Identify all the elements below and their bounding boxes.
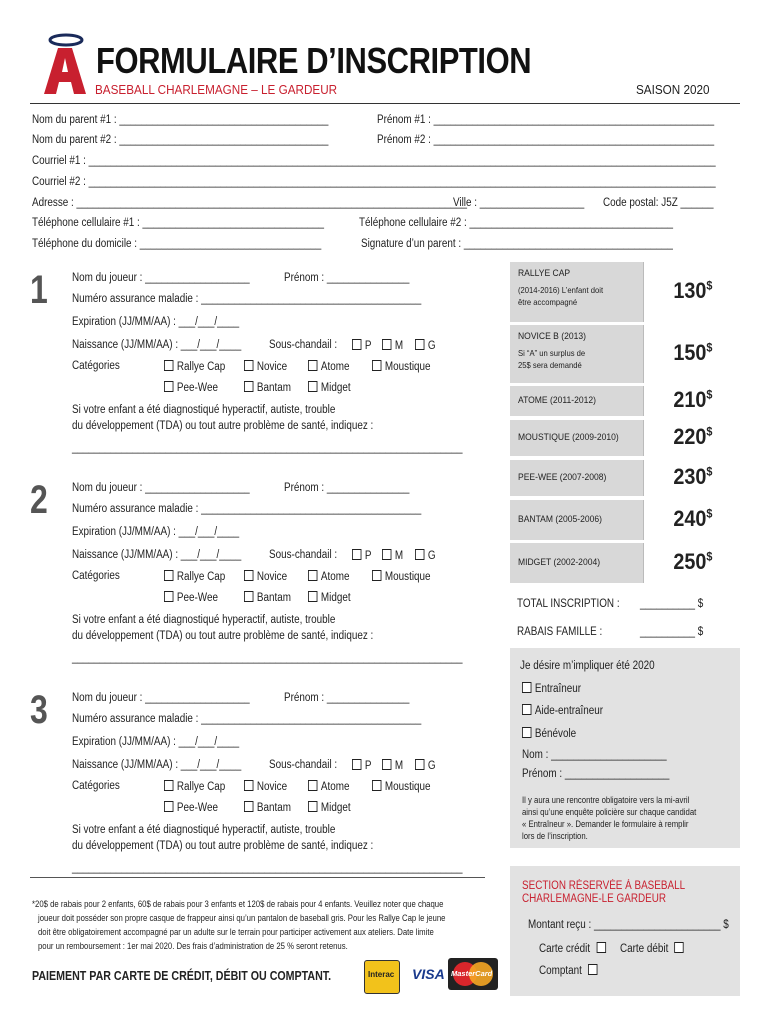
- player-name-field[interactable]: Nom du joueur : ___________________: [72, 692, 250, 704]
- price-amount: 210: [672, 387, 706, 412]
- checkbox[interactable]: [372, 360, 381, 371]
- checkbox[interactable]: [164, 780, 173, 791]
- option-label: Novice: [256, 361, 288, 373]
- parent2-firstname-field[interactable]: Prénom #2 : ___________________________________________________: [377, 134, 715, 146]
- parent1-firstname-field[interactable]: Prénom #1 : ___________________________________________________: [377, 114, 715, 126]
- shirt-size-g-option[interactable]: [415, 759, 436, 772]
- option-label: Aide-entraîneur: [534, 705, 604, 717]
- price-value: [673, 549, 712, 575]
- checkbox[interactable]: [415, 759, 424, 770]
- price-cell: [643, 420, 740, 456]
- option-label: Carte débit: [620, 943, 669, 955]
- health-answer-field[interactable]: _______________________________________________________________________: [72, 652, 463, 664]
- shirt-size-label: Sous-chandail :: [269, 759, 338, 771]
- office-credit-option[interactable]: [539, 942, 609, 955]
- price-cell: [643, 460, 740, 496]
- categories-label: Catégories: [72, 780, 120, 792]
- parent1-name-field[interactable]: Nom du parent #1 : ______________________________________: [32, 114, 329, 126]
- health-question: du développement (TDA) ou tout autre problème de santé, indiquez :: [72, 630, 374, 642]
- price-amount: 220: [672, 424, 706, 449]
- checkbox[interactable]: [308, 801, 317, 812]
- expiration-field[interactable]: Expiration (JJ/MM/AA) : ___/___/____: [72, 316, 240, 328]
- footnote-line: pour un remboursement : 1er mai 2020. Des frais d’administration de 25 % seront retenus.: [38, 941, 348, 951]
- checkbox[interactable]: [308, 591, 317, 602]
- price-value: [673, 506, 712, 532]
- visa-label: VISA: [412, 966, 445, 982]
- checkbox[interactable]: [164, 570, 173, 581]
- price-category-name: NOVICE B (2013): [518, 331, 586, 342]
- option-label: Midget: [320, 802, 351, 814]
- player-number: 2: [30, 478, 48, 522]
- price-value: [673, 387, 712, 413]
- volunteer-panel: [510, 648, 740, 848]
- checkbox[interactable]: [415, 549, 424, 560]
- parent-signature-field[interactable]: Signature d’un parent : ______________________________________: [361, 238, 673, 250]
- category-novice-option[interactable]: [244, 360, 287, 373]
- category-rallye-cap-option[interactable]: [164, 360, 225, 373]
- cell-phone2-field[interactable]: Téléphone cellulaire #2 : _____________________________________: [359, 217, 674, 229]
- price-row: [510, 460, 740, 496]
- category-midget-option[interactable]: [308, 381, 351, 394]
- price-cell: [643, 500, 740, 540]
- mastercard-logo: [448, 958, 498, 990]
- category-peewee-option[interactable]: [164, 591, 218, 604]
- price-value: [673, 424, 712, 450]
- price-row: [510, 420, 740, 456]
- price-row: [510, 543, 740, 583]
- option-label: Pee-Wee: [176, 592, 218, 604]
- price-row: [510, 262, 740, 322]
- price-currency: $: [705, 464, 712, 479]
- checkbox[interactable]: [244, 801, 253, 812]
- category-moustique-option[interactable]: [372, 570, 431, 583]
- interac-label: Interac: [368, 970, 395, 979]
- total-label: TOTAL INSCRIPTION :: [517, 598, 620, 610]
- option-label: G: [427, 760, 436, 772]
- footnote-line: *20$ de rabais pour 2 enfants, 60$ de rabais pour 3 enfants et 120$ de rabais pour 4 enfants. Veuillez noter que chaque: [32, 899, 444, 909]
- price-amount: 230: [672, 464, 706, 489]
- office-use-title: SECTION RÉSERVÉE À BASEBALL: [522, 880, 686, 892]
- checkbox[interactable]: [522, 727, 531, 738]
- option-label: Carte crédit: [539, 943, 591, 955]
- price-value: [673, 278, 712, 304]
- checkbox[interactable]: [352, 339, 361, 350]
- price-value: [673, 464, 712, 490]
- option-label: Bantam: [256, 802, 291, 814]
- health-question: du développement (TDA) ou tout autre problème de santé, indiquez :: [72, 420, 374, 432]
- checkbox[interactable]: [382, 549, 391, 560]
- price-category-note: 25$ sera demandé: [518, 360, 582, 370]
- player-firstname-field[interactable]: Prénom : _______________: [284, 272, 410, 284]
- volunteer-note: ainsi qu’une enquête policière sur chaque candidat: [522, 807, 697, 817]
- option-label: Bénévole: [534, 728, 577, 740]
- visa-logo: [412, 966, 445, 982]
- price-amount: 240: [672, 506, 706, 531]
- email1-field[interactable]: Courriel #1 : __________________________________________________________________________________________________________________: [32, 155, 716, 167]
- total-field[interactable]: __________ $: [640, 598, 704, 610]
- footnote-line: joueur doit posséder son propre casque de frappeur ainsi qu’un pantalon de baseball gris. Pour les Rallye Cap le jeune: [38, 913, 446, 923]
- office-use-title: CHARLEMAGNE-LE GARDEUR: [522, 893, 666, 905]
- option-label: Moustique: [384, 571, 431, 583]
- shirt-size-m-option[interactable]: [382, 339, 403, 352]
- option-label: Moustique: [384, 361, 431, 373]
- option-label: Novice: [256, 571, 288, 583]
- categories-label: Catégories: [72, 360, 120, 372]
- checkbox[interactable]: [244, 591, 253, 602]
- category-midget-option[interactable]: [308, 801, 351, 814]
- volunteer-option-assistant[interactable]: [522, 704, 603, 717]
- player-name-field[interactable]: Nom du joueur : ___________________: [72, 482, 250, 494]
- price-category-name: PEE-WEE (2007-2008): [518, 472, 607, 483]
- birthdate-field[interactable]: Naissance (JJ/MM/AA) : ___/___/____: [72, 339, 242, 351]
- health-card-field[interactable]: Numéro assurance maladie : ________________________________________: [72, 293, 422, 305]
- checkbox[interactable]: [308, 570, 317, 581]
- price-category-name: MIDGET (2002-2004): [518, 557, 601, 568]
- category-moustique-option[interactable]: [372, 360, 431, 373]
- volunteer-note: « Entraîneur ». Demander le formulaire à remplir: [522, 819, 689, 829]
- health-question: du développement (TDA) ou tout autre problème de santé, indiquez :: [72, 840, 374, 852]
- price-amount: 130: [672, 278, 706, 303]
- cell-phone1-field[interactable]: Téléphone cellulaire #1 : _________________________________: [32, 217, 325, 229]
- price-category-note: Si “A” un surplus de: [518, 348, 586, 358]
- price-category-name: RALLYE CAP: [518, 268, 571, 279]
- volunteer-firstname-field[interactable]: Prénom : ___________________: [522, 768, 670, 780]
- checkbox[interactable]: [244, 570, 253, 581]
- home-phone-field[interactable]: Téléphone du domicile : _________________________________: [32, 238, 322, 250]
- checkbox[interactable]: [244, 360, 253, 371]
- price-cell: [643, 325, 740, 383]
- health-card-field[interactable]: Numéro assurance maladie : ________________________________________: [72, 503, 422, 515]
- option-label: M: [394, 550, 404, 562]
- option-label: Comptant: [539, 965, 582, 977]
- health-question: Si votre enfant a été diagnostiqué hyperactif, autiste, trouble: [72, 824, 336, 836]
- checkbox[interactable]: [522, 704, 531, 715]
- checkbox[interactable]: [164, 381, 173, 392]
- category-peewee-option[interactable]: [164, 381, 218, 394]
- payment-methods-text: PAIEMENT PAR CARTE DE CRÉDIT, DÉBIT OU COMPTANT.: [32, 968, 332, 983]
- checkbox[interactable]: [164, 591, 173, 602]
- birthdate-field[interactable]: Naissance (JJ/MM/AA) : ___/___/____: [72, 759, 242, 771]
- shirt-size-label: Sous-chandail :: [269, 339, 338, 351]
- checkbox[interactable]: [244, 381, 253, 392]
- option-label: Atome: [320, 361, 350, 373]
- category-novice-option[interactable]: [244, 570, 287, 583]
- category-novice-option[interactable]: [244, 780, 287, 793]
- shirt-size-m-option[interactable]: [382, 549, 403, 562]
- option-label: G: [427, 340, 436, 352]
- checkbox[interactable]: [164, 801, 173, 812]
- shirt-size-p-option[interactable]: [352, 339, 371, 352]
- price-category-name: ATOME (2011-2012): [518, 395, 596, 406]
- shirt-size-p-option[interactable]: [352, 759, 371, 772]
- price-currency: $: [705, 278, 712, 293]
- amount-received-field[interactable]: Montant reçu : _______________________ $: [528, 919, 729, 931]
- price-value: [673, 340, 712, 366]
- checkbox[interactable]: [308, 381, 317, 392]
- header-rule: [30, 103, 740, 104]
- angels-logo: [38, 30, 90, 96]
- family-discount-field[interactable]: __________ $: [640, 626, 704, 638]
- page-title: FORMULAIRE D’INSCRIPTION: [96, 40, 532, 81]
- option-label: Novice: [256, 781, 288, 793]
- option-label: P: [364, 340, 372, 352]
- shirt-size-label: Sous-chandail :: [269, 549, 338, 561]
- volunteer-title: Je désire m’impliquer été 2020: [520, 660, 655, 672]
- price-category-name: BANTAM (2005-2006): [518, 514, 602, 525]
- price-row: [510, 325, 740, 383]
- season-label: SAISON 2020: [636, 82, 710, 97]
- health-answer-field[interactable]: _______________________________________________________________________: [72, 862, 463, 874]
- option-label: G: [427, 550, 436, 562]
- category-atome-option[interactable]: [308, 360, 349, 373]
- checkbox[interactable]: [164, 360, 173, 371]
- player-name-field[interactable]: Nom du joueur : ___________________: [72, 272, 250, 284]
- option-label: Atome: [320, 781, 350, 793]
- option-label: Midget: [320, 382, 351, 394]
- player-firstname-field[interactable]: Prénom : _______________: [284, 482, 410, 494]
- price-currency: $: [705, 340, 712, 355]
- category-moustique-option[interactable]: [372, 780, 431, 793]
- category-midget-option[interactable]: [308, 591, 351, 604]
- option-label: Rallye Cap: [176, 781, 226, 793]
- option-label: Midget: [320, 592, 351, 604]
- price-currency: $: [705, 387, 712, 402]
- parent2-name-field[interactable]: Nom du parent #2 : ______________________________________: [32, 134, 329, 146]
- price-category-note: être accompagné: [518, 297, 578, 307]
- price-amount: 250: [672, 549, 706, 574]
- expiration-field[interactable]: Expiration (JJ/MM/AA) : ___/___/____: [72, 526, 240, 538]
- option-label: M: [394, 760, 404, 772]
- checkbox[interactable]: [415, 339, 424, 350]
- checkbox[interactable]: [372, 780, 381, 791]
- email2-field[interactable]: Courriel #2 : __________________________________________________________________________________________________________________: [32, 176, 716, 188]
- price-category-name: MOUSTIQUE (2009-2010): [518, 432, 619, 443]
- health-card-field[interactable]: Numéro assurance maladie : ________________________________________: [72, 713, 422, 725]
- postal-code-field[interactable]: Code postal: J5Z ______: [603, 197, 714, 209]
- player-number: 3: [30, 688, 48, 732]
- category-rallye-cap-option[interactable]: [164, 570, 225, 583]
- option-label: Bantam: [256, 592, 291, 604]
- shirt-size-g-option[interactable]: [415, 339, 436, 352]
- interac-logo: [364, 960, 400, 994]
- option-label: Atome: [320, 571, 350, 583]
- shirt-size-m-option[interactable]: [382, 759, 403, 772]
- player-firstname-field[interactable]: Prénom : _______________: [284, 692, 410, 704]
- price-amount: 150: [672, 340, 706, 365]
- checkbox[interactable]: [596, 942, 605, 953]
- health-question: Si votre enfant a été diagnostiqué hyperactif, autiste, trouble: [72, 404, 336, 416]
- office-cash-option[interactable]: [539, 964, 601, 977]
- volunteer-option-volunteer[interactable]: [522, 727, 576, 740]
- health-question: Si votre enfant a été diagnostiqué hyperactif, autiste, trouble: [72, 614, 336, 626]
- mastercard-label: MasterCard: [451, 969, 493, 978]
- checkbox[interactable]: [588, 964, 597, 975]
- city-field[interactable]: Ville : ___________________: [453, 197, 585, 209]
- categories-label: Catégories: [72, 570, 120, 582]
- category-atome-option[interactable]: [308, 570, 349, 583]
- expiration-field[interactable]: Expiration (JJ/MM/AA) : ___/___/____: [72, 736, 240, 748]
- price-currency: $: [705, 549, 712, 564]
- option-label: P: [364, 760, 372, 772]
- checkbox[interactable]: [372, 570, 381, 581]
- checkbox[interactable]: [352, 759, 361, 770]
- category-bantam-option[interactable]: [244, 801, 291, 814]
- price-category-note: (2014-2016) L’enfant doit: [518, 285, 604, 295]
- checkbox[interactable]: [675, 942, 684, 953]
- price-cell: [643, 262, 740, 322]
- price-row: [510, 386, 740, 416]
- category-bantam-option[interactable]: [244, 591, 291, 604]
- option-label: Rallye Cap: [176, 361, 226, 373]
- category-bantam-option[interactable]: [244, 381, 291, 394]
- volunteer-option-coach[interactable]: [522, 682, 581, 695]
- checkbox[interactable]: [522, 682, 531, 693]
- price-cell: [643, 543, 740, 583]
- option-label: M: [394, 340, 404, 352]
- checkbox[interactable]: [352, 549, 361, 560]
- checkbox[interactable]: [382, 759, 391, 770]
- category-peewee-option[interactable]: [164, 801, 218, 814]
- checkbox[interactable]: [382, 339, 391, 350]
- price-row: [510, 500, 740, 540]
- player-number: 1: [30, 268, 48, 312]
- footnote-line: doit être obligatoirement accompagné par un adulte sur le terrain pour participer activement aux ateliers. Date limite: [38, 927, 434, 937]
- price-currency: $: [705, 424, 712, 439]
- option-label: P: [364, 550, 372, 562]
- option-label: Moustique: [384, 781, 431, 793]
- volunteer-note: lors de l’inscription.: [522, 831, 588, 841]
- option-label: Pee-Wee: [176, 802, 218, 814]
- option-label: Bantam: [256, 382, 291, 394]
- health-answer-field[interactable]: _______________________________________________________________________: [72, 442, 463, 454]
- address-field[interactable]: Adresse : _______________________________________________________________________: [32, 197, 468, 209]
- option-label: Entraîneur: [534, 683, 582, 695]
- price-currency: $: [705, 506, 712, 521]
- option-label: Pee-Wee: [176, 382, 218, 394]
- price-cell: [643, 386, 740, 416]
- volunteer-note: Il y aura une rencontre obligatoire vers la mi-avril: [522, 795, 690, 805]
- shirt-size-g-option[interactable]: [415, 549, 436, 562]
- shirt-size-p-option[interactable]: [352, 549, 371, 562]
- option-label: Rallye Cap: [176, 571, 226, 583]
- office-debit-option[interactable]: [620, 942, 687, 955]
- birthdate-field[interactable]: Naissance (JJ/MM/AA) : ___/___/____: [72, 549, 242, 561]
- footnote-rule: [30, 877, 485, 878]
- category-atome-option[interactable]: [308, 780, 349, 793]
- volunteer-name-field[interactable]: Nom : _____________________: [522, 749, 667, 761]
- checkbox[interactable]: [308, 780, 317, 791]
- page-subtitle: BASEBALL CHARLEMAGNE – LE GARDEUR: [95, 82, 338, 97]
- checkbox[interactable]: [308, 360, 317, 371]
- checkbox[interactable]: [244, 780, 253, 791]
- family-discount-label: RABAIS FAMILLE :: [517, 626, 603, 638]
- category-rallye-cap-option[interactable]: [164, 780, 225, 793]
